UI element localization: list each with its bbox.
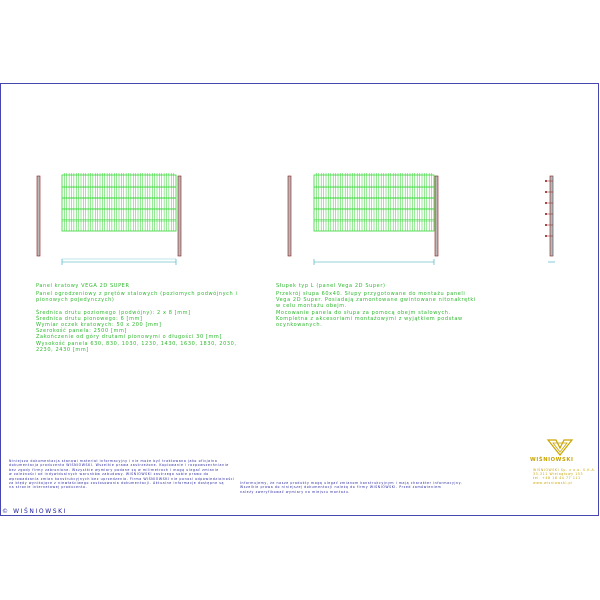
disclaimer-mid-line: należy zweryfikować wymiary na miejscu montażu.: [240, 489, 350, 494]
post-description-line: ocynkowanych.: [276, 322, 323, 328]
disclaimer-left-line: na stronie internetowej producenta.: [9, 485, 88, 490]
side-clamp-bolt: [545, 202, 547, 204]
panel-description-line: 2230, 2430 [mm]: [36, 346, 89, 353]
post-description-line: Kompletna z akcesoriami montażowymi z wyjątkiem podstaw: [276, 315, 463, 322]
post-title: Słupek typ L (panel Vega 2D Super): [276, 283, 386, 289]
panel-description-line: Średnica drutu pionowego: 6 [mm]: [36, 315, 143, 322]
disclaimer-left-line: bez zgody firmy zabronione. Wszystkie wymiary podane są w milimetrach i mogą ulegać zmianie: [9, 467, 219, 472]
address-line: tel. +48 18 44 77 111: [533, 476, 581, 481]
post-right: [178, 176, 181, 256]
disclaimer-left-line: Niniejsza dokumentacja stanowi materiał informacyjny i nie może być traktowana jako oficjalna: [9, 459, 218, 463]
post-right: [435, 176, 438, 256]
side-clamp-bolt: [545, 224, 547, 226]
side-clamp-bolt: [545, 213, 547, 215]
post-description-line: Vega 2D Super. Posiadają zamontowane gwintowane nitonakrętki: [276, 297, 476, 304]
post-left: [37, 176, 40, 256]
address-line: WIŚNIOWSKI Sp. z o.o. S.K.A.: [533, 468, 596, 472]
brand-logo-icon: [548, 440, 572, 455]
disclaimer-left-line: wprowadzania zmian konstrukcyjnych bez uprzedzenia. Firma WIŚNIOWSKI nie ponosi odpowiedzialności: [9, 476, 235, 481]
panel-title: Panel kratowy VEGA 2D SUPER: [36, 283, 130, 289]
panel-description-line: Zakończenie od góry drutami pionowymi o długości 30 [mm]: [36, 334, 222, 341]
post-description-line: Przekrój słupa 60x40. Słupy przygotowane do montażu paneli: [276, 291, 466, 297]
side-post: [550, 176, 553, 256]
address-line: www.wisniowski.pl: [533, 480, 573, 485]
post-description-line: Mocowanie panela do słupa za pomocą obejm stalowych.: [276, 309, 451, 316]
side-clamp-bolt: [545, 180, 547, 182]
panel-description-line: pionowych pojedynczych): [36, 297, 115, 304]
side-clamp-bolt: [545, 191, 547, 193]
panel-description-line: Szerokość panela: 2500 [mm]: [36, 328, 127, 335]
post-left: [288, 176, 291, 256]
address-line: 33-311 Wielogłowy 153: [533, 472, 584, 477]
panel-description-line: Średnica drutu poziomego (podwójny): 2 x 8 [mm]: [36, 309, 191, 316]
panel-description-line: Panel ogrodzeniowy z prętów stalowych (poziomych podwójnych i: [36, 291, 238, 297]
copyright-mark: © WIŚNIOWSKI: [2, 508, 68, 515]
disclaimer-mid-line: Informujemy, że nasze produkty mogą ulegać zmianom konstrukcyjnym i mają charakter informacyjny.: [240, 481, 463, 485]
panel-drawing-left: [37, 173, 181, 265]
side-clamp-bolt: [545, 235, 547, 237]
side-view-drawing: [545, 176, 555, 262]
panel-drawing-middle: [288, 173, 438, 265]
panel-description-line: Wymiar oczek kratowych: 50 x 200 [mm]: [36, 322, 162, 328]
post-description-line: w celu montażu obejm.: [276, 303, 347, 310]
brand-logo-text: WIŚNIOWSKI: [530, 457, 574, 463]
panel-description-line: Wysokość panela 630, 830, 1030, 1230, 1430, 1630, 1830, 2030,: [36, 340, 237, 347]
disclaimer-left-line: w zależności od indywidualnych warunków zabudowy. WIŚNIOWSKI zastrzega sobie prawo do: [9, 472, 209, 477]
disclaimer-left-line: dokumentacja producenta WIŚNIOWSKI. Wszelkie prawa zastrzeżone. Kopiowanie i rozpowszechnianie: [9, 463, 229, 468]
disclaimer-left-line: za błędy wynikające z niewłaściwego zastosowania dokumentacji. Aktualne informacje dostępne są: [9, 481, 225, 485]
disclaimer-mid-line: Wszelkie prawa do niniejszej dokumentacji należą do firmy WIŚNIOWSKI. Przed zamówieniem: [240, 485, 442, 490]
